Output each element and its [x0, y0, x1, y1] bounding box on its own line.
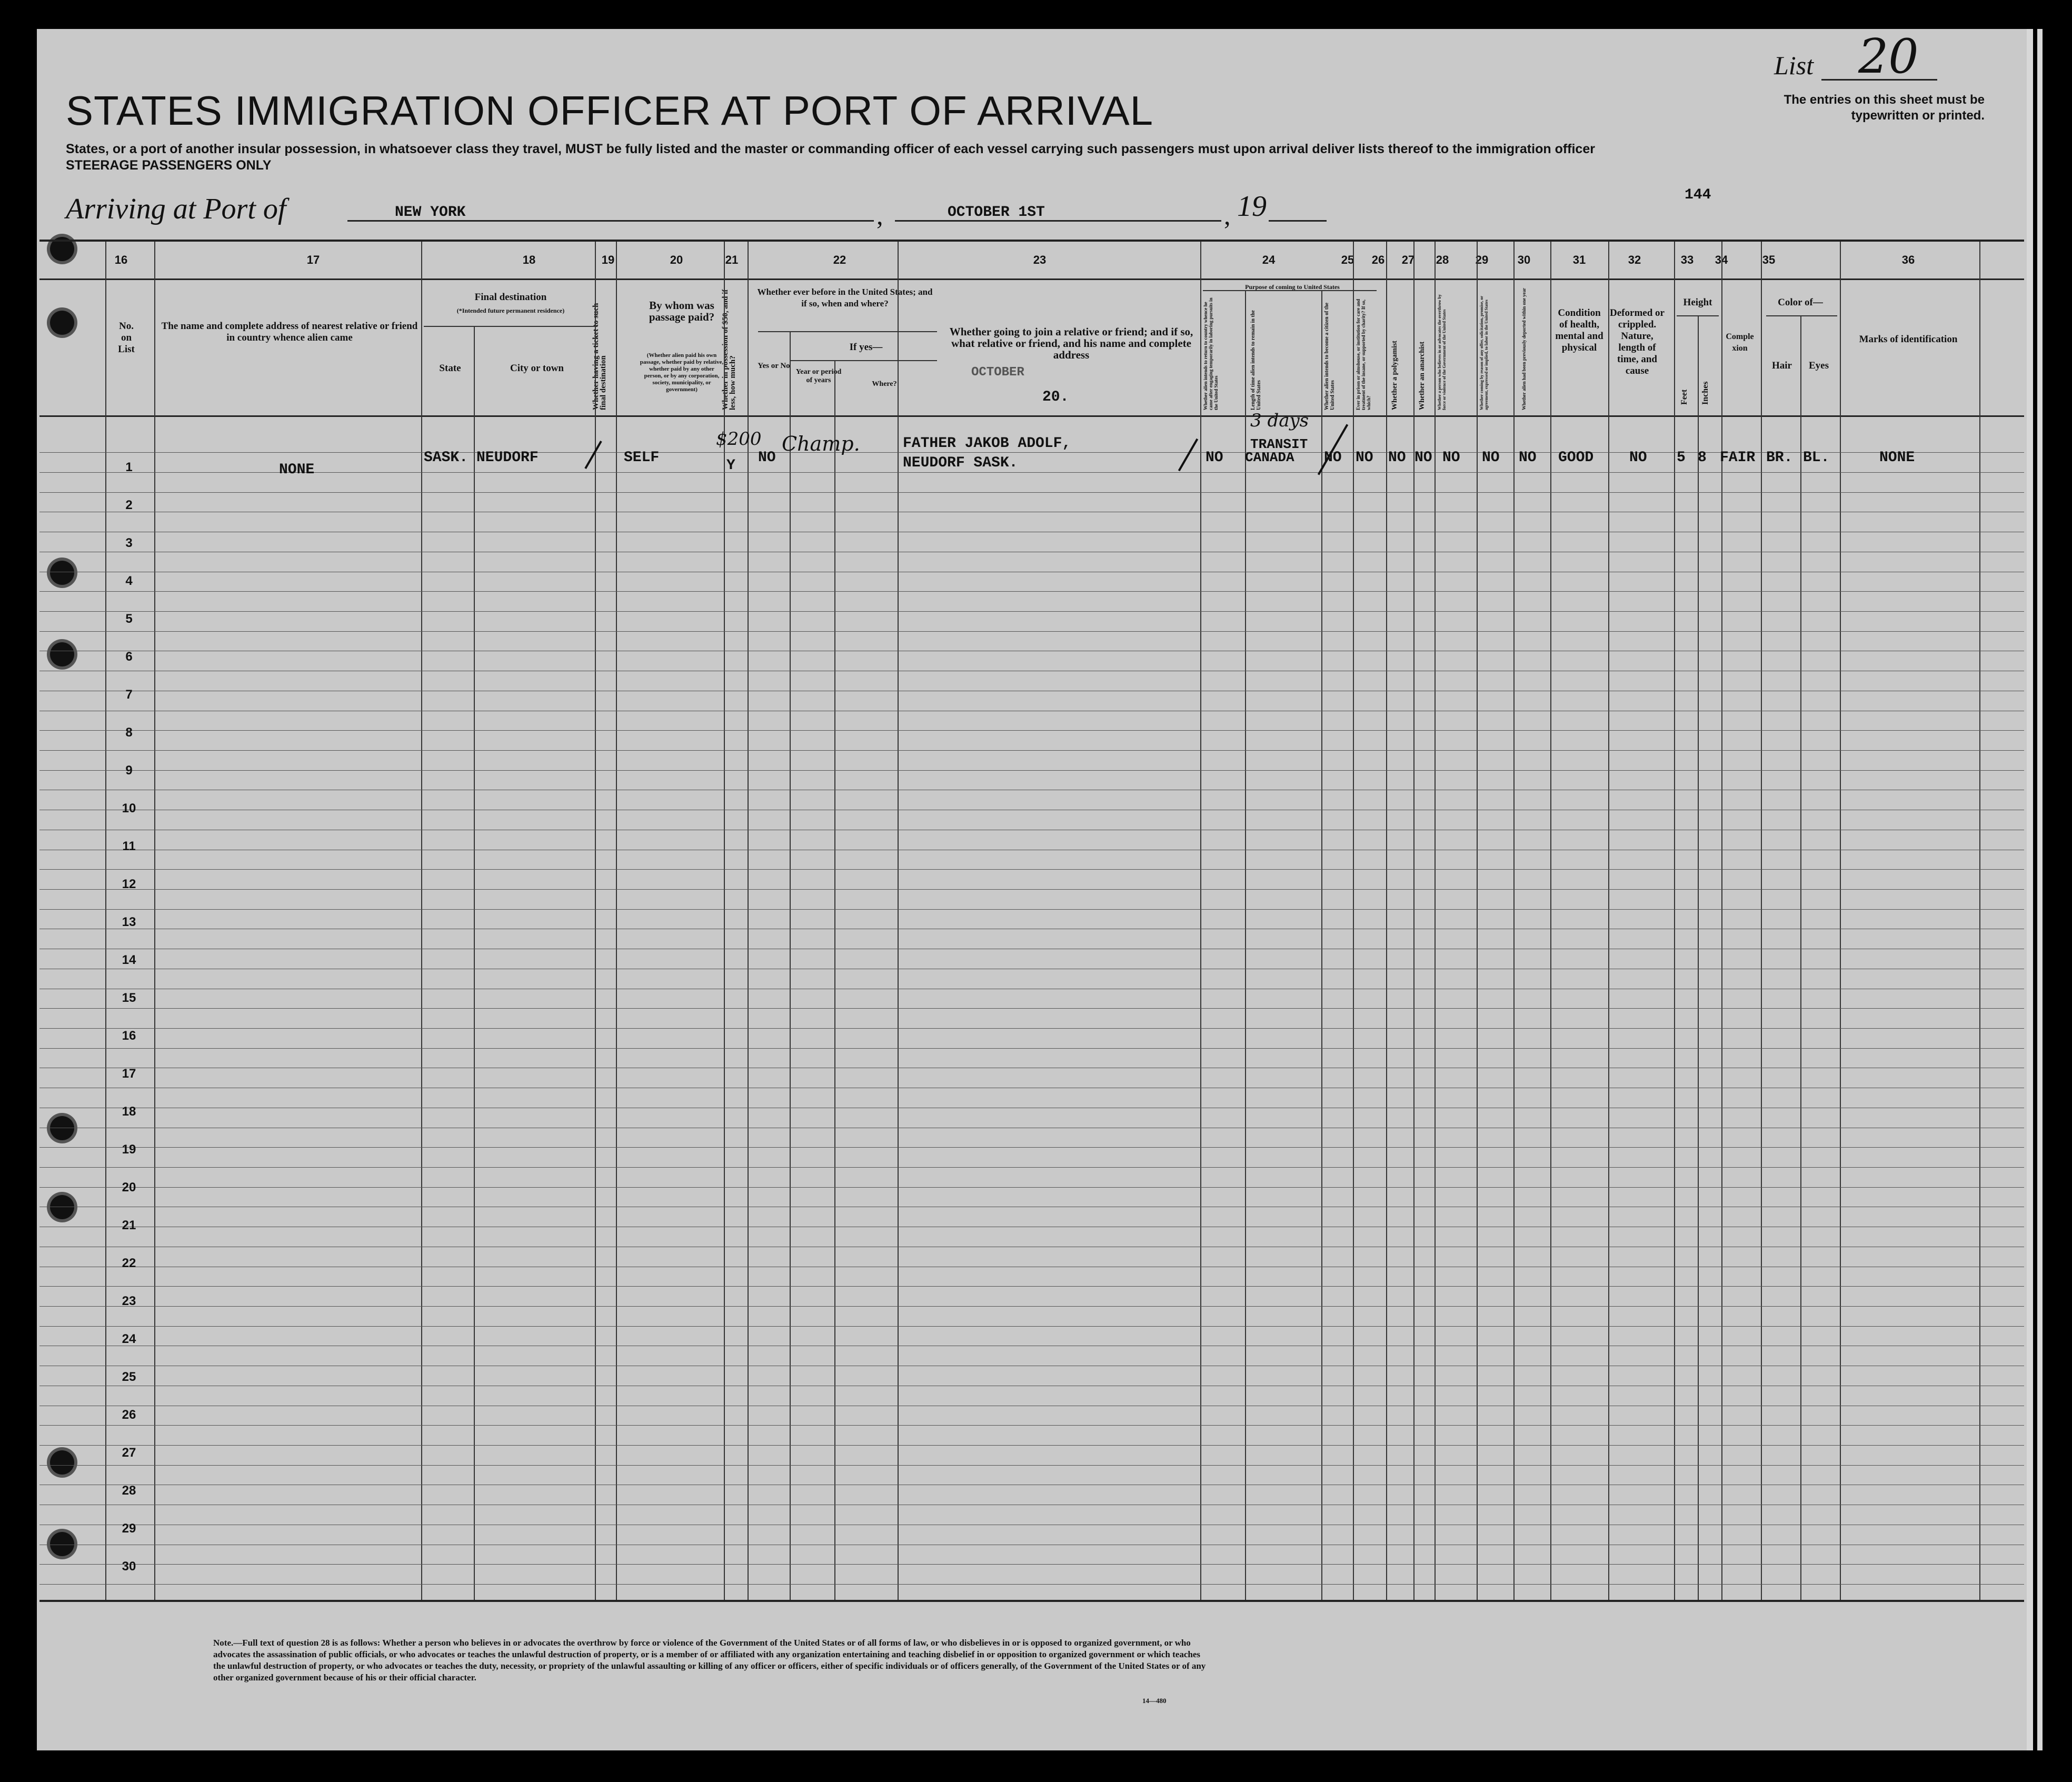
row-rule	[39, 472, 2024, 473]
header-divider	[39, 278, 2024, 280]
row-number: 13	[122, 915, 136, 929]
height-inches: 8	[1698, 450, 1707, 466]
destination-state: SASK.	[424, 450, 469, 466]
entries-note: The entries on this sheet must be typewritten or printed.	[1784, 93, 1985, 123]
header-marks: Marks of identification	[1859, 334, 1958, 345]
identification-marks: NONE	[1879, 450, 1915, 466]
header-passage-paid-note: (Whether alien paid his own passage, whether paid by relative, whether paid by any other person, or by any corporation, society, municipality, or government)	[640, 352, 724, 393]
row-number: 18	[122, 1104, 136, 1119]
col-rule	[616, 242, 617, 1600]
ghost-date: OCTOBER	[971, 365, 1024, 380]
header-return-intent: Whether alien intends to return to country whence he came after engaging temporarily in laboring pursuits in the United States	[1203, 297, 1219, 410]
header-deported: Whether alien had been previously deported within one year	[1521, 287, 1527, 410]
col-rule	[1413, 242, 1414, 1600]
subtitle-line-2: STEERAGE PASSENGERS ONLY	[66, 158, 272, 173]
col-rule	[1721, 242, 1722, 1600]
ever-in-us: NO	[758, 450, 776, 466]
col-rule	[421, 242, 422, 1600]
relative-name: NONE	[279, 462, 315, 478]
col-rule	[474, 326, 475, 1600]
port-value: NEW YORK	[395, 204, 466, 221]
year-prefix: 19	[1237, 190, 1267, 223]
row-number: 11	[122, 839, 136, 853]
header-feet: Feet	[1680, 389, 1689, 405]
col-number-27: 27	[1401, 253, 1415, 266]
row-number: 4	[125, 574, 133, 588]
deported: NO	[1519, 450, 1537, 466]
row-number: 10	[122, 801, 136, 815]
row-number: 28	[122, 1484, 136, 1498]
date-line	[895, 220, 1221, 222]
money-handwritten: $200	[716, 429, 762, 450]
col-number-34: 34	[1715, 253, 1728, 266]
destination-city: NEUDORF	[476, 450, 539, 466]
row-number: 25	[122, 1370, 136, 1384]
money-possession: Y	[726, 457, 735, 474]
page-code: 144	[1685, 187, 1711, 203]
col-number-20: 20	[670, 253, 683, 266]
col-number-32: 32	[1628, 253, 1641, 266]
header-ever-in-us: Whether ever before in the United States; and if so, when and where?	[757, 287, 933, 308]
row-rule	[39, 770, 2024, 771]
row-rule	[39, 591, 2024, 592]
row-rule	[39, 1326, 2024, 1327]
col-rule	[1979, 242, 1980, 1600]
header-passage-paid: By whom was passage paid?	[649, 299, 715, 323]
col-rule	[1200, 242, 1201, 1600]
date-value: OCTOBER 1ST	[948, 204, 1045, 221]
row-rule	[39, 1048, 2024, 1049]
list-label: List	[1774, 51, 1814, 80]
row-number: 3	[125, 536, 133, 550]
header-city: City or town	[510, 363, 564, 374]
header-bottom-rule	[39, 415, 2024, 417]
row-rule	[39, 1445, 2024, 1446]
row-rule	[39, 869, 2024, 870]
row-number: 19	[122, 1142, 136, 1157]
joining-relative-line-1: FATHER JAKOB ADOLF,	[903, 435, 1071, 452]
year-line	[1269, 220, 1327, 222]
col-number-25: 25	[1341, 253, 1354, 266]
paid-by: SELF	[624, 450, 660, 466]
row-number: 6	[125, 650, 133, 664]
col-rule	[1840, 242, 1841, 1600]
subheader-rule	[1766, 315, 1837, 316]
header-color-of: Color of—	[1778, 297, 1823, 308]
subheader-rule	[1203, 290, 1377, 291]
subheader-rule	[790, 360, 937, 361]
col-rule	[1674, 242, 1675, 1600]
header-complexion: Complexion	[1726, 332, 1754, 353]
col-rule	[1761, 242, 1762, 1600]
row-number: 9	[125, 763, 133, 778]
col-rule	[1698, 315, 1699, 1600]
comma: ,	[1224, 201, 1231, 230]
col-rule	[1245, 290, 1246, 1600]
row-rule	[39, 909, 2024, 910]
header-prison: Ever in prison or almshouse, or institution for care and treatment of the insane, or supported by charity? If so, which?	[1356, 298, 1371, 410]
manifest-table	[39, 240, 2024, 1602]
row-number: 7	[125, 688, 133, 702]
ghost-number: 20.	[1042, 389, 1069, 405]
eye-color: BL.	[1803, 450, 1830, 466]
col-number-26: 26	[1371, 253, 1385, 266]
header-q28: Whether a person who believes in or advocates the overthrow by force or violence of the Government of the United States	[1437, 294, 1447, 410]
header-deformed: Deformed or crippled. Nature, length of time, and cause	[1610, 307, 1665, 376]
header-anarchist: Whether an anarchist	[1418, 341, 1426, 410]
col-number-17: 17	[306, 253, 320, 266]
row-number: 22	[122, 1256, 136, 1270]
row-rule	[39, 611, 2024, 612]
length-handwritten: 3 days	[1250, 410, 1309, 431]
header-inches: Inches	[1701, 381, 1710, 405]
col-number-24: 24	[1262, 253, 1276, 266]
row-rule	[39, 1286, 2024, 1287]
row-rule	[39, 631, 2024, 632]
row-rule	[39, 1564, 2024, 1565]
row-rule	[39, 889, 2024, 890]
length-of-stay-line-2: CANADA	[1245, 450, 1294, 465]
header-citizen-intent: Whether alien intends to become a citizen of the United States	[1324, 302, 1336, 410]
row-rule	[39, 1167, 2024, 1168]
length-of-stay-line-1: TRANSIT	[1250, 436, 1308, 452]
col-rule	[1353, 242, 1354, 1600]
row-number: 30	[122, 1559, 136, 1574]
row-rule	[39, 1584, 2024, 1585]
row-number: 16	[122, 1029, 136, 1043]
col-number-31: 31	[1572, 253, 1586, 266]
header-possession-50: Whether in possession of $50, and if less, how much?	[721, 289, 737, 410]
row-rule	[39, 1425, 2024, 1426]
row-rule	[39, 1465, 2024, 1466]
page-edge	[2037, 29, 2043, 1750]
header-q29: Whether coming by reason of any offer, solicitation, promise, or agreement, expressed or implied, to labor in the United States	[1479, 296, 1489, 410]
header-height: Height	[1683, 297, 1712, 308]
col-rule	[1550, 242, 1551, 1600]
ticket-checkmark	[584, 441, 602, 469]
list-number: 20	[1858, 29, 1919, 84]
row-number: 14	[122, 953, 136, 967]
joining-checkmark	[1178, 439, 1198, 472]
header-length-of-stay: Length of time alien intends to remain in the United States	[1250, 310, 1262, 410]
footnote: Note.—Full text of question 28 is as follows: Whether a person who believes in or advocates the overthrow by force or violence of the Government of the United States or of all forms of law, or who disbelieves in or is opposed to organized government, or who advocates the assassination of public officials, or who advocates or teaches the unlawful destruction of property, or is a member of or affiliated with any organization entertaining and teaching disbelief in or opposition to organized government or which teaches the unlawful destruction of property, or who advocates or teaches the duty, necessity, or propriety of the unlawful assaulting or killing of any officer or officers, either of specific individuals or of officers generally, of the Government of the United States or of any other organized government because of his or their official character.	[213, 1638, 1206, 1683]
row-rule	[39, 750, 2024, 751]
subtitle-line-1: States, or a port of another insular possession, in whatsoever class they travel, MUST be fully listed and the master or commanding officer of each vessel carrying such passengers must upon arrival deliver lists thereof to the immigration officer	[66, 142, 1595, 156]
header-no-on-list: No. on List	[118, 321, 135, 355]
col-rule	[1608, 242, 1609, 1600]
header-state: State	[439, 363, 461, 374]
row-number: 21	[122, 1218, 136, 1232]
subheader-rule	[424, 326, 597, 327]
col-rule	[595, 242, 596, 1600]
col-number-28: 28	[1436, 253, 1449, 266]
complexion: FAIR	[1720, 450, 1756, 466]
col-rule	[1800, 315, 1801, 1600]
height-feet: 5	[1677, 450, 1686, 466]
polygamist: NO	[1388, 450, 1406, 466]
row-rule	[39, 1028, 2024, 1029]
page-title: STATES IMMIGRATION OFFICER AT PORT OF ARRIVAL	[66, 87, 1154, 134]
col-number-36: 36	[1901, 253, 1915, 266]
page-edge	[2027, 29, 2033, 1750]
form-number: 14—480	[1142, 1697, 1167, 1705]
header-final-destination-note: (*Intended future permanent residence)	[456, 307, 565, 314]
header-year-period: Year or period of years	[795, 368, 842, 384]
row-number: 23	[122, 1294, 136, 1308]
row-number: 2	[125, 498, 133, 512]
header-purpose: Purpose of coming to United States	[1245, 283, 1340, 291]
header-if-yes: If yes—	[849, 342, 883, 353]
row-number: 8	[125, 725, 133, 740]
row-number: 17	[122, 1067, 136, 1081]
header-joining-relative: Whether going to join a relative or friend; and if so, what relative or friend, and his name and complete address	[949, 325, 1193, 361]
row-number: 24	[122, 1332, 136, 1346]
row-number: 20	[122, 1180, 136, 1194]
question-29: NO	[1482, 450, 1500, 466]
col-number-22: 22	[833, 253, 846, 266]
col-number-30: 30	[1517, 253, 1531, 266]
subtitle	[66, 141, 1645, 174]
citizen-intent: NO	[1324, 450, 1342, 466]
deformed: NO	[1629, 450, 1647, 466]
col-rule	[154, 242, 155, 1600]
row-number: 27	[122, 1446, 136, 1460]
question-28: NO	[1442, 450, 1460, 466]
col-rule	[1321, 290, 1322, 1600]
row-rule	[39, 492, 2024, 493]
prison: NO	[1356, 450, 1373, 466]
row-number: 5	[125, 612, 133, 626]
col-rule	[834, 360, 835, 1600]
row-rule	[39, 1147, 2024, 1148]
header-eyes: Eyes	[1809, 360, 1829, 371]
col-rule	[1513, 242, 1515, 1600]
header-health: Condition of health, mental and physical	[1555, 307, 1603, 353]
col-rule	[898, 242, 899, 1600]
header-yes-no: Yes or No	[758, 362, 790, 370]
col-number-18: 18	[522, 253, 536, 266]
header-nearest-relative: The name and complete address of nearest relative or friend in country whence alien came	[161, 321, 418, 343]
handwritten-note: Champ.	[782, 432, 860, 455]
row-rule	[39, 730, 2024, 731]
row-number: 15	[122, 991, 136, 1005]
anarchist: NO	[1414, 450, 1432, 466]
row-number: 1	[125, 460, 133, 474]
health: GOOD	[1558, 450, 1594, 466]
col-number-35: 35	[1762, 253, 1776, 266]
row-rule	[39, 1306, 2024, 1307]
comma: ,	[876, 201, 883, 230]
subheader-rule	[758, 331, 937, 332]
header-final-destination: Final destination	[474, 292, 547, 303]
arriving-label: Arriving at Port of	[66, 193, 286, 225]
col-number-19: 19	[601, 253, 615, 266]
row-number: 26	[122, 1408, 136, 1422]
header-polygamist: Whether a polygamist	[1391, 341, 1399, 410]
hair-color: BR.	[1766, 450, 1793, 466]
header-where: Where?	[872, 380, 897, 388]
col-rule	[1386, 242, 1387, 1600]
col-rule	[1477, 242, 1478, 1600]
header-ticket: Whether having a ticket to such final destination	[592, 303, 607, 410]
col-number-16: 16	[114, 253, 128, 266]
col-number-29: 29	[1475, 253, 1489, 266]
row-number: 12	[122, 877, 136, 891]
row-rule	[39, 1008, 2024, 1009]
return-intent: NO	[1206, 450, 1223, 466]
row-rule	[39, 1187, 2024, 1188]
col-number-33: 33	[1680, 253, 1694, 266]
header-hair: Hair	[1772, 360, 1792, 371]
row-number: 29	[122, 1521, 136, 1536]
col-number-23: 23	[1033, 253, 1047, 266]
joining-relative-line-2: NEUDORF SASK.	[903, 455, 1018, 471]
col-rule	[790, 331, 791, 1600]
col-number-21: 21	[725, 253, 739, 266]
col-rule	[1435, 242, 1436, 1600]
